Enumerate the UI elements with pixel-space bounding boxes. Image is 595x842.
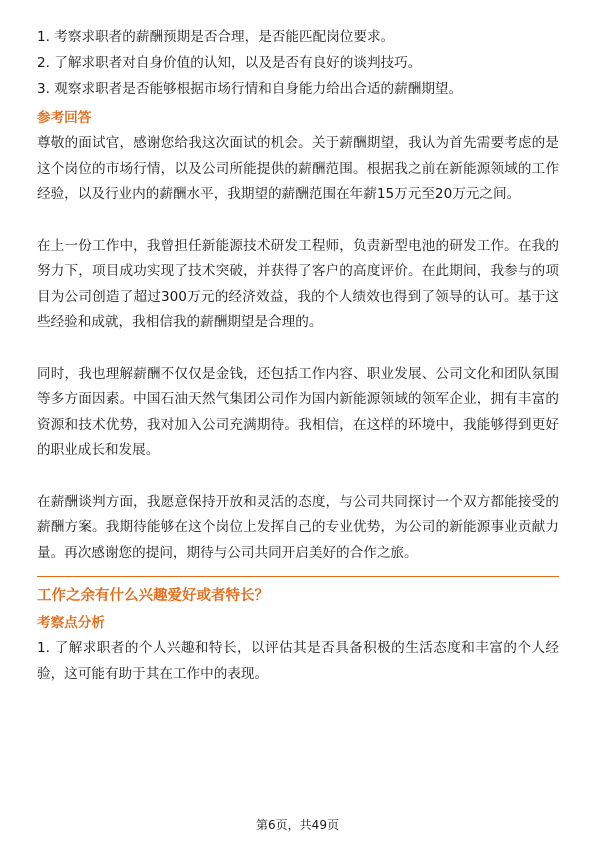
analysis-point-1: 1. 了解求职者的个人兴趣和特长，以评估其是否具备积极的生活态度和丰富的个人经验，这可能有助于其在工作中的表现。 [37, 640, 559, 682]
answer-paragraph-2: 在上一份工作中，我曾担任新能源技术研发工程师，负责新型电池的研发工作。在我的努力下，项目成功实现了技术突破，并获得了客户的高度评价。在此期间，我参与的项目为公司创造了超过300万元的经济效益，我的个人绩效也得到了领导的认可。基于这些经验和成就，我相信我的薪酬期望是合理的。 [37, 237, 559, 330]
answer-paragraph-1: 尊敬的面试官，感谢您给我这次面试的机会。关于薪酬期望，我认为首先需要考虑的是这个岗位的市场行情，以及公司所能提供的薪酬范围。根据我之前在新能源领域的工作经验，以及行业内的薪酬水平，我期望的薪酬范围在年薪15万元至20万元之间。 [37, 135, 559, 202]
paragraph-gap [37, 336, 559, 362]
intro-point-2: 2. 了解求职者对自身价值的认知，以及是否有良好的谈判技巧。 [37, 55, 422, 71]
paragraph-gap [37, 464, 559, 490]
analysis-heading: 考察点分析 [37, 615, 105, 631]
answer-paragraph-3: 同时，我也理解薪酬不仅仅是金钱，还包括工作内容、职业发展、公司文化和团队氛围等多方面因素。中国石油天然气集团公司作为国内新能源领域的领军企业，拥有丰富的资源和技术优势，我对加入公司充满期待。我相信，在这样的环境中，我能够得到更好的职业成长和发展。 [37, 365, 559, 458]
next-question-title: 工作之余有什么兴趣爱好或者特长？ [37, 588, 269, 604]
section-divider [37, 576, 559, 577]
answer-paragraph-4: 在薪酬谈判方面，我愿意保持开放和灵活的态度，与公司共同探讨一个双方都能接受的薪酬方案。我期待能够在这个岗位上发挥自己的专业优势，为公司的新能源事业贡献力量。再次感谢您的提问，期待与公司共同开启美好的合作之旅。 [37, 493, 559, 561]
paragraph-gap [37, 208, 559, 234]
document-page [37, 24, 559, 687]
page-number: 第6页，共49页 [256, 818, 339, 832]
reference-answer-heading: 参考回答 [37, 110, 92, 126]
intro-point-3: 3. 观察求职者是否能够根据市场行情和自身能力给出合适的薪酬期望。 [37, 81, 463, 97]
intro-point-1: 1. 考察求职者的薪酬预期是否合理，是否能匹配岗位要求。 [37, 29, 395, 45]
